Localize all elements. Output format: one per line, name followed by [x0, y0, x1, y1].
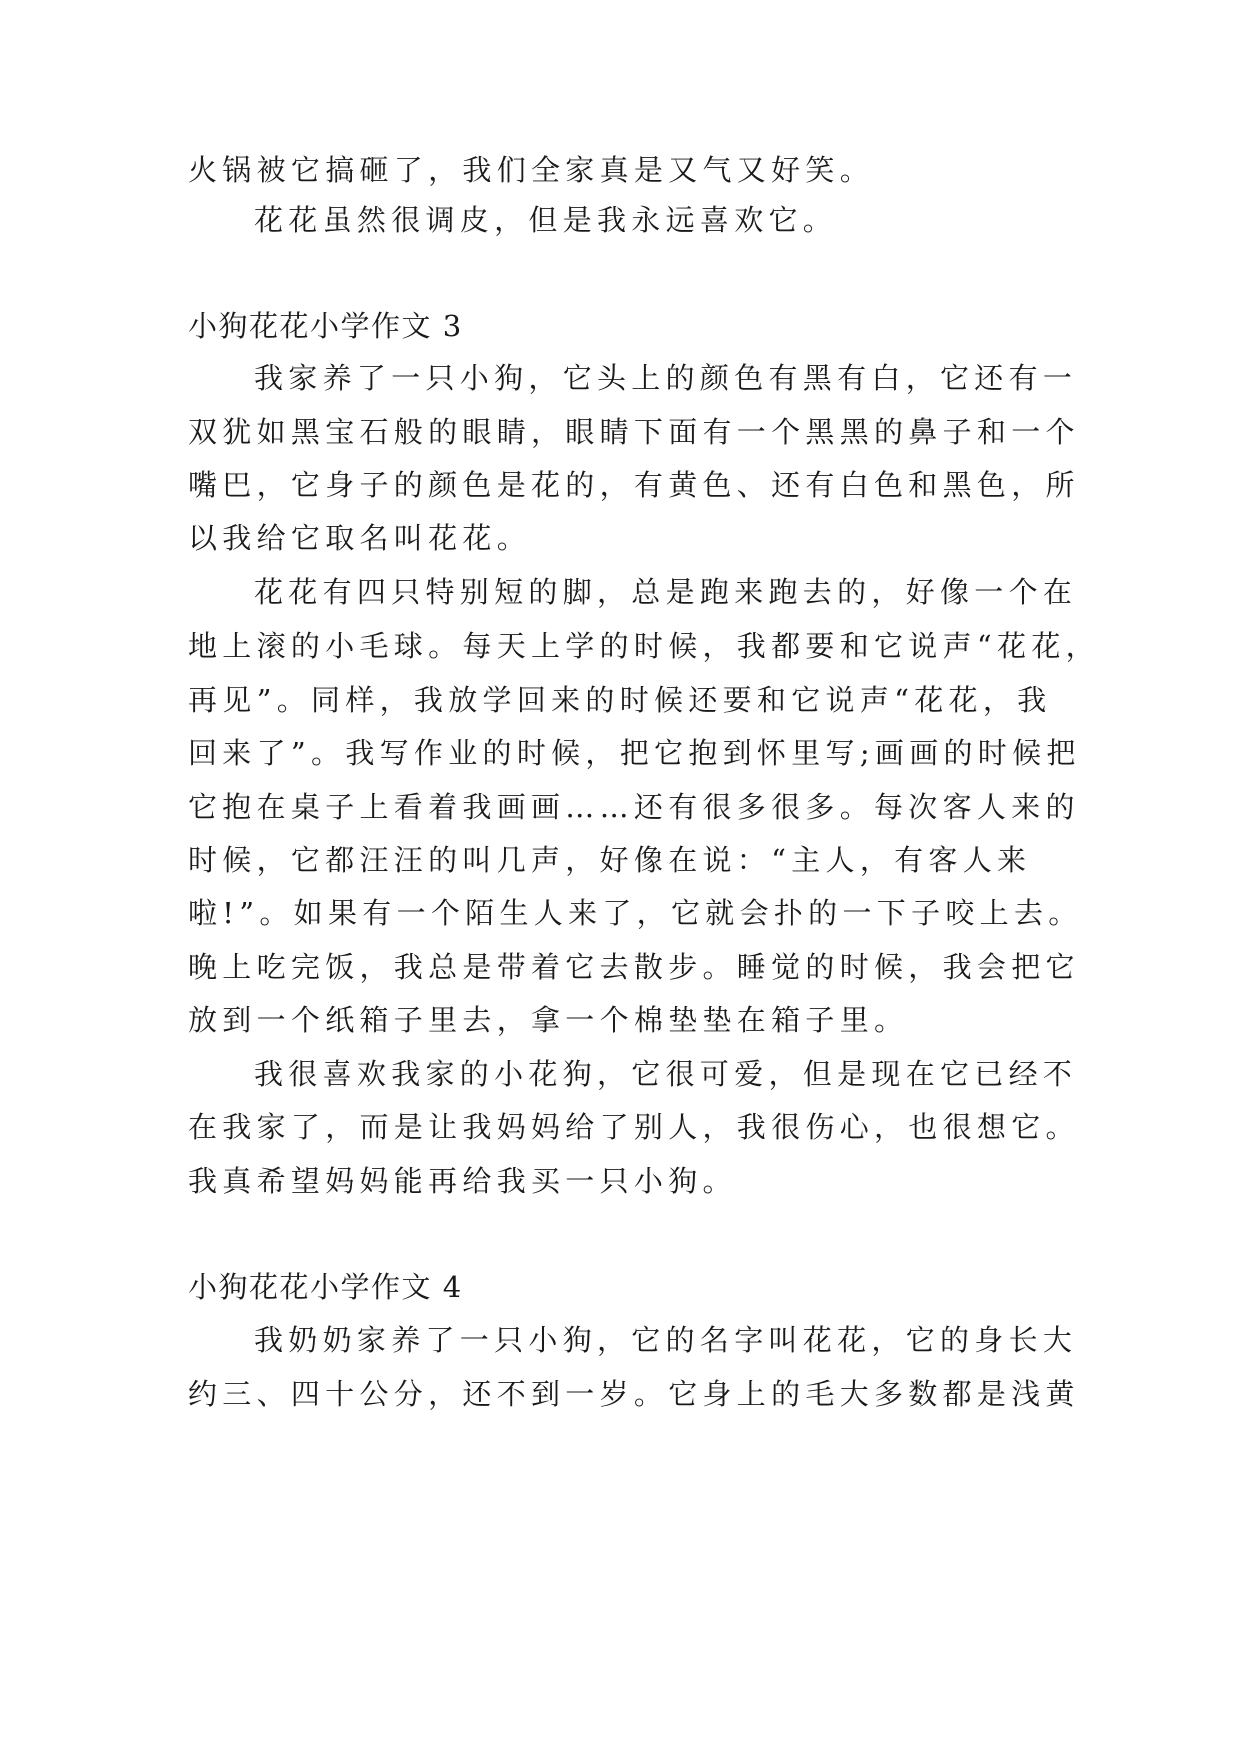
- text-line: 回来了”。我写作业的时候，把它抱到怀里写;画画的时候把: [188, 736, 1081, 770]
- text-line: 约三、四十公分，还不到一岁。它身上的毛大多数都是浅黄: [188, 1377, 1080, 1411]
- text-line: 双犹如黑宝石般的眼睛，眼睛下面有一个黑黑的鼻子和一个: [188, 415, 1080, 449]
- text-line: 火锅被它搞砸了，我们全家真是又气又好笑。: [188, 153, 875, 187]
- text-line: 时候，它都汪汪的叫几声，好像在说：“主人，有客人来: [188, 843, 1032, 877]
- section-heading: 小狗花花小学作文 3: [188, 309, 463, 343]
- section-heading: 小狗花花小学作文 4: [188, 1270, 463, 1304]
- text-line: 晚上吃完饭，我总是带着它去散步。睡觉的时候，我会把它: [188, 950, 1080, 984]
- text-line: 我很喜欢我家的小花狗，它很可爱，但是现在它已经不: [254, 1057, 1078, 1091]
- text-line: 嘴巴，它身子的颜色是花的，有黄色、还有白色和黑色，所: [188, 468, 1080, 502]
- text-line: 以我给它取名叫花花。: [188, 521, 532, 555]
- text-line: 花花有四只特别短的脚，总是跑来跑去的，好像一个在: [254, 575, 1078, 609]
- text-line: 花花虽然很调皮，但是我永远喜欢它。: [254, 203, 838, 237]
- text-line: 放到一个纸箱子里去，拿一个棉垫垫在箱子里。: [188, 1003, 909, 1037]
- text-line: 我真希望妈妈能再给我买一只小狗。: [188, 1164, 737, 1198]
- text-line: 它抱在桌子上看着我画画……还有很多很多。每次客人来的: [188, 790, 1080, 824]
- text-line: 我家养了一只小狗，它头上的颜色有黑有白，它还有一: [254, 361, 1078, 395]
- text-line: 地上滚的小毛球。每天上学的时候，我都要和它说声“花花，: [188, 629, 1100, 663]
- text-line: 我奶奶家养了一只小狗，它的名字叫花花，它的身长大: [254, 1323, 1078, 1357]
- text-line: 啦!”。如果有一个陌生人来了，它就会扑的一下子咬上去。: [188, 896, 1083, 930]
- text-line: 再见”。同样，我放学回来的时候还要和它说声“花花，我: [188, 683, 1052, 717]
- text-line: 在我家了，而是让我妈妈给了别人，我很伤心，也很想它。: [188, 1110, 1080, 1144]
